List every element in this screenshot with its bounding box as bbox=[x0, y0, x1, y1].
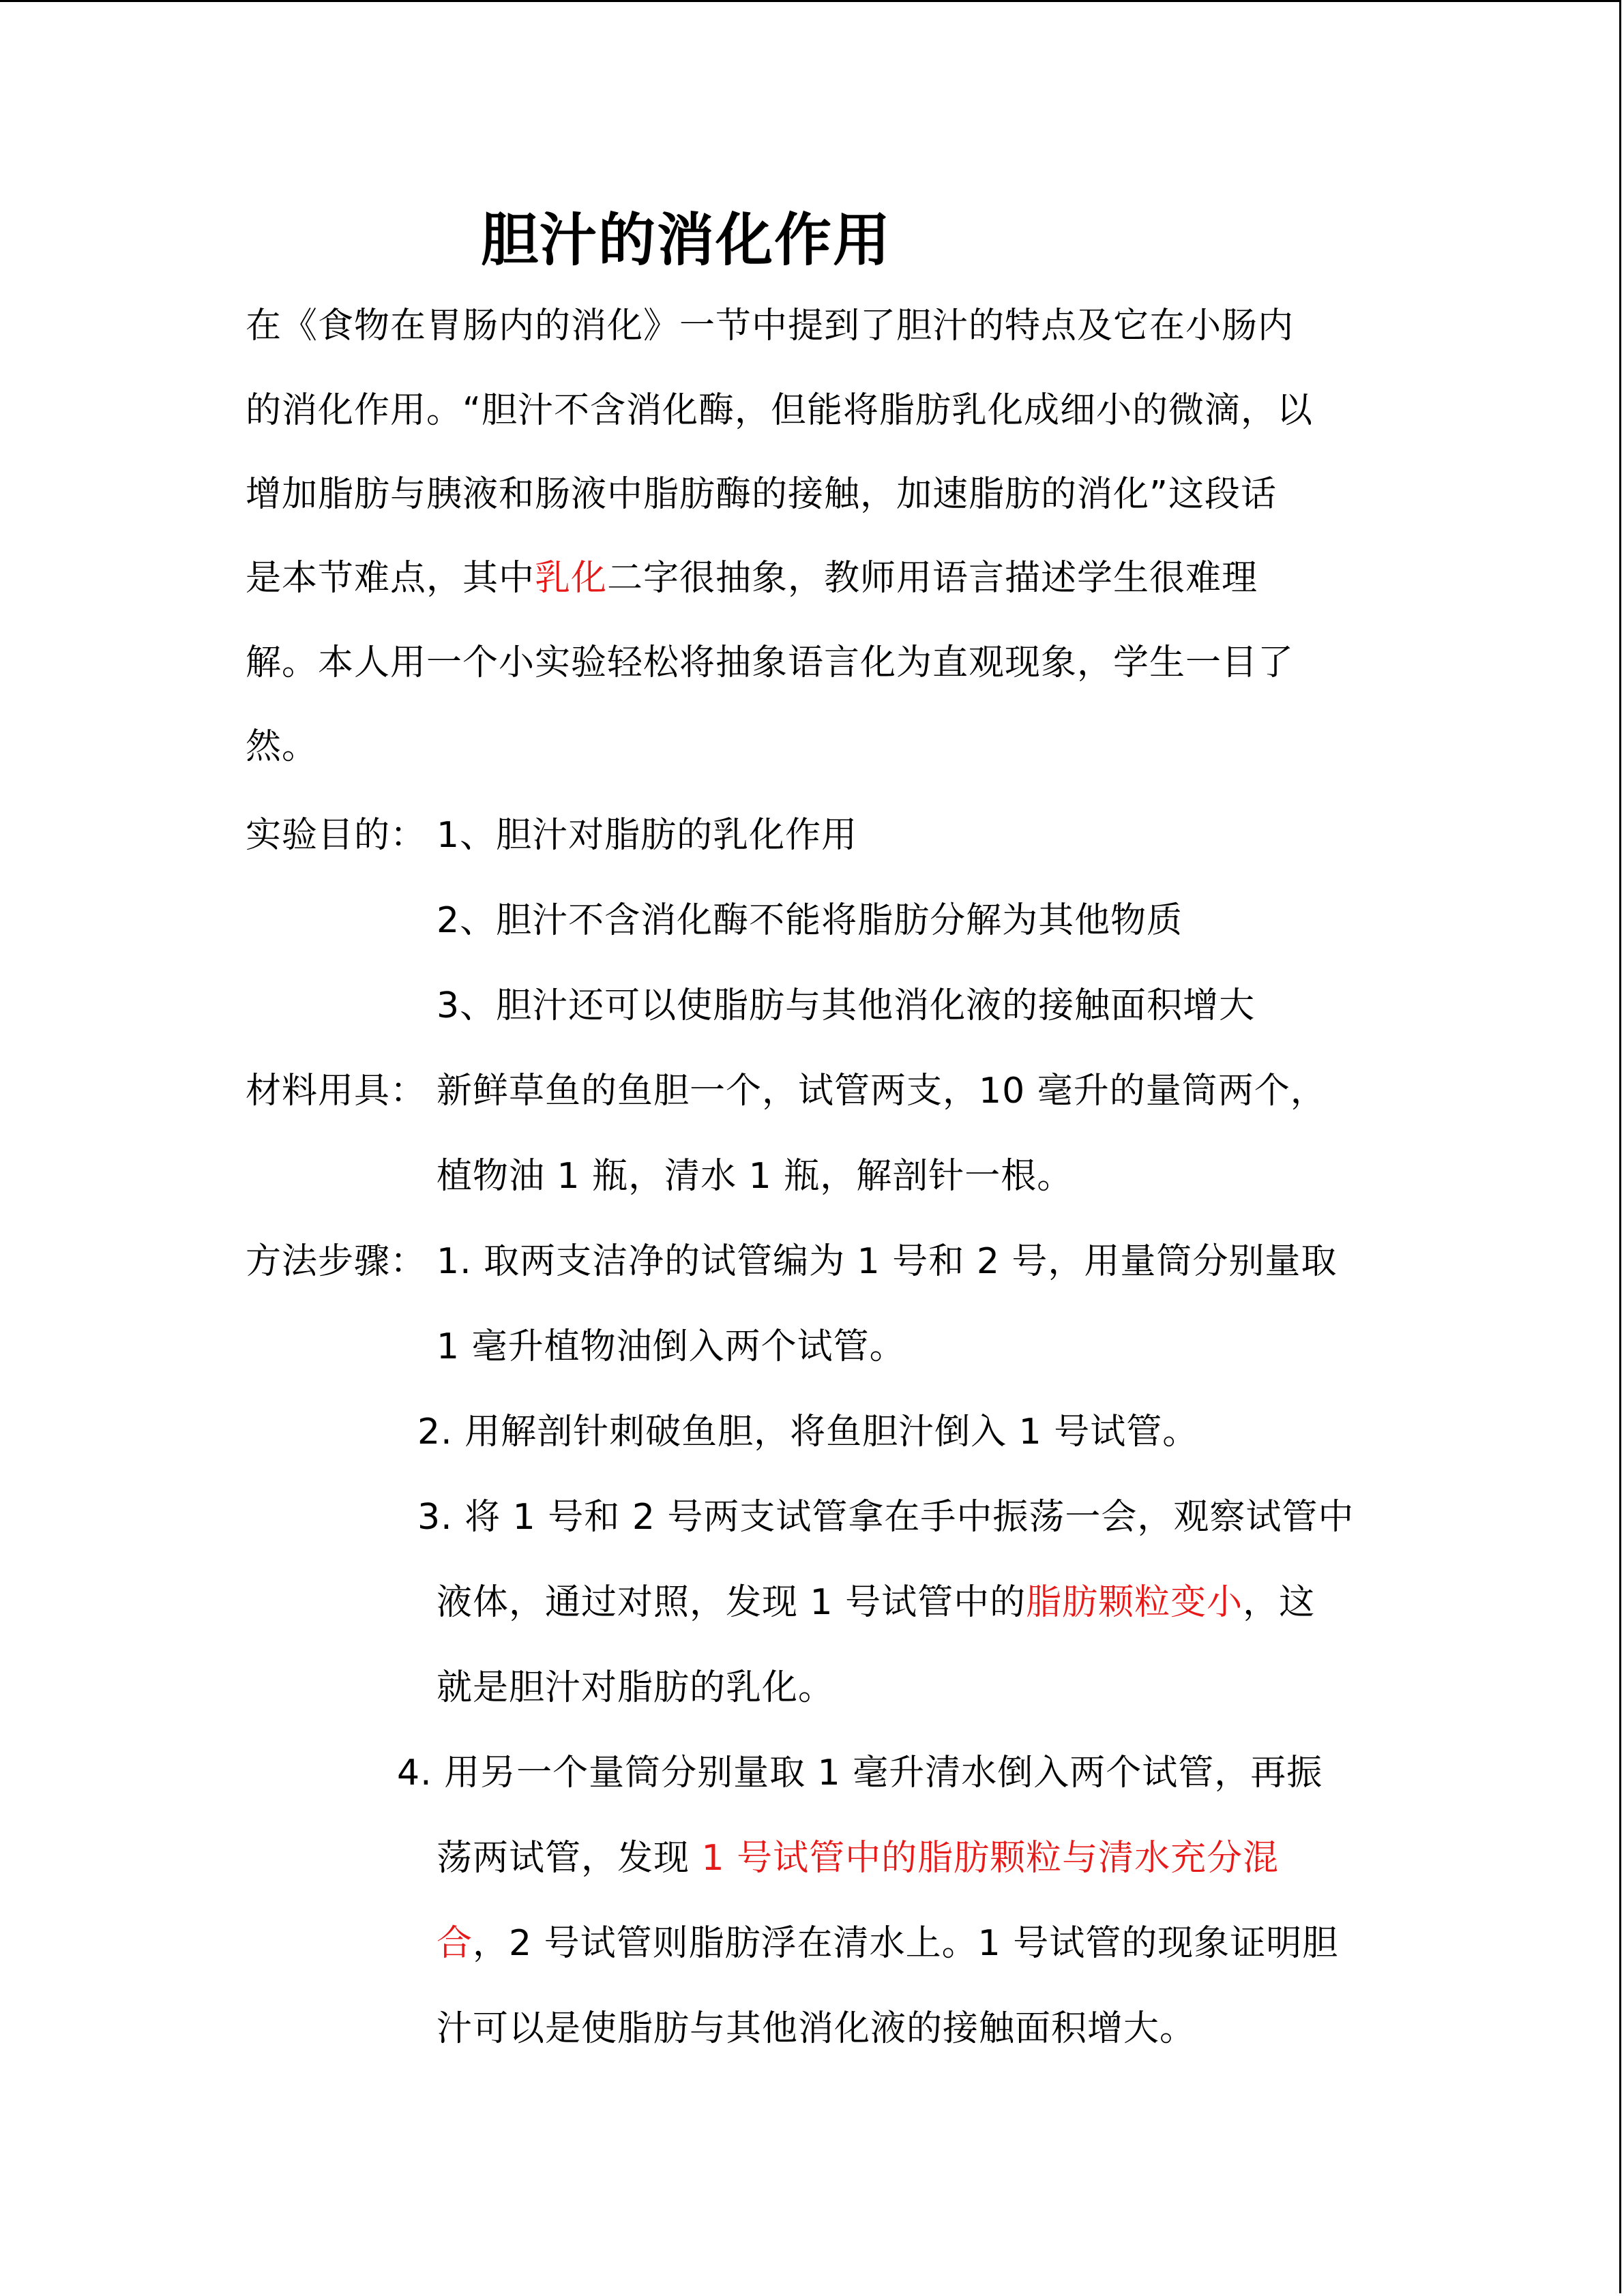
document-title: 胆汁的消化作用 bbox=[481, 207, 892, 273]
step-3-text-pre: 液体，通过对照，发现 1 号试管中的 bbox=[437, 1582, 1027, 1623]
mixing-highlight-part-2: 合 bbox=[437, 1923, 473, 1964]
step-3-text-post: ，这 bbox=[1243, 1582, 1316, 1623]
step-4-line-3 bbox=[437, 1920, 1338, 1967]
intro-line-5: 解。本人用一个小实验轻松将抽象语言化为直观现象，学生一目了 bbox=[246, 642, 1295, 683]
intro-line-4-part-b: 二字很抽象，教师用语言描述学生很难理 bbox=[607, 558, 1258, 599]
intro-line-4 bbox=[246, 554, 1258, 602]
step-4-text-pre: 荡两试管，发现 bbox=[437, 1838, 702, 1879]
mixing-highlight-part-1: 1 号试管中的脂肪颗粒与清水充分混 bbox=[701, 1838, 1280, 1879]
step-3-line-3: 就是胆汁对脂肪的乳化。 bbox=[437, 1667, 835, 1708]
step-1-line-2: 1 毫升植物油倒入两个试管。 bbox=[437, 1326, 906, 1367]
step-3-line-1: 3. 将 1 号和 2 号两支试管拿在手中振荡一会，观察试管中 bbox=[417, 1497, 1355, 1538]
intro-line-3: 增加脂肪与胰液和肠液中脂肪酶的接触，加速脂肪的消化”这段话 bbox=[246, 474, 1277, 515]
step-4-line-4: 汁可以是使脂肪与其他消化液的接触面积增大。 bbox=[437, 2008, 1196, 2049]
materials-line-1: 新鲜草鱼的鱼胆一个，试管两支，10 毫升的量筒两个， bbox=[437, 1071, 1327, 1112]
steps-label: 方法步骤： bbox=[246, 1241, 427, 1282]
step-3-line-2 bbox=[437, 1579, 1315, 1626]
purpose-item-2: 2、胆汁不含消化酶不能将脂肪分解为其他物质 bbox=[437, 900, 1183, 941]
step-2: 2. 用解剖针刺破鱼胆，将鱼胆汁倒入 1 号试管。 bbox=[417, 1412, 1199, 1452]
step-4-text-post: ，2 号试管则脂肪浮在清水上。1 号试管的现象证明胆 bbox=[473, 1923, 1339, 1964]
intro-line-2: 的消化作用。“胆汁不含消化酶，但能将脂肪乳化成细小的微滴，以 bbox=[246, 390, 1313, 431]
step-4-line-1: 4. 用另一个量筒分别量取 1 毫升清水倒入两个试管，再振 bbox=[397, 1753, 1323, 1793]
intro-line-1: 在《食物在胃肠内的消化》一节中提到了胆汁的特点及它在小肠内 bbox=[246, 305, 1295, 346]
fat-particles-smaller-highlight: 脂肪颗粒变小 bbox=[1026, 1582, 1243, 1623]
step-4-line-2 bbox=[437, 1834, 1279, 1882]
emulsify-highlight: 乳化 bbox=[535, 558, 608, 599]
purpose-label: 实验目的： bbox=[246, 815, 427, 856]
materials-label: 材料用具： bbox=[246, 1071, 427, 1112]
purpose-item-3: 3、胆汁还可以使脂肪与其他消化液的接触面积增大 bbox=[437, 985, 1256, 1026]
materials-line-2: 植物油 1 瓶，清水 1 瓶，解剖针一根。 bbox=[437, 1156, 1074, 1197]
intro-line-4-part-a: 是本节难点，其中 bbox=[246, 558, 535, 599]
purpose-item-1: 1、胆汁对脂肪的乳化作用 bbox=[437, 815, 858, 856]
intro-line-6: 然。 bbox=[246, 726, 319, 767]
step-1-line-1: 1. 取两支洁净的试管编为 1 号和 2 号，用量筒分别量取 bbox=[437, 1241, 1338, 1282]
